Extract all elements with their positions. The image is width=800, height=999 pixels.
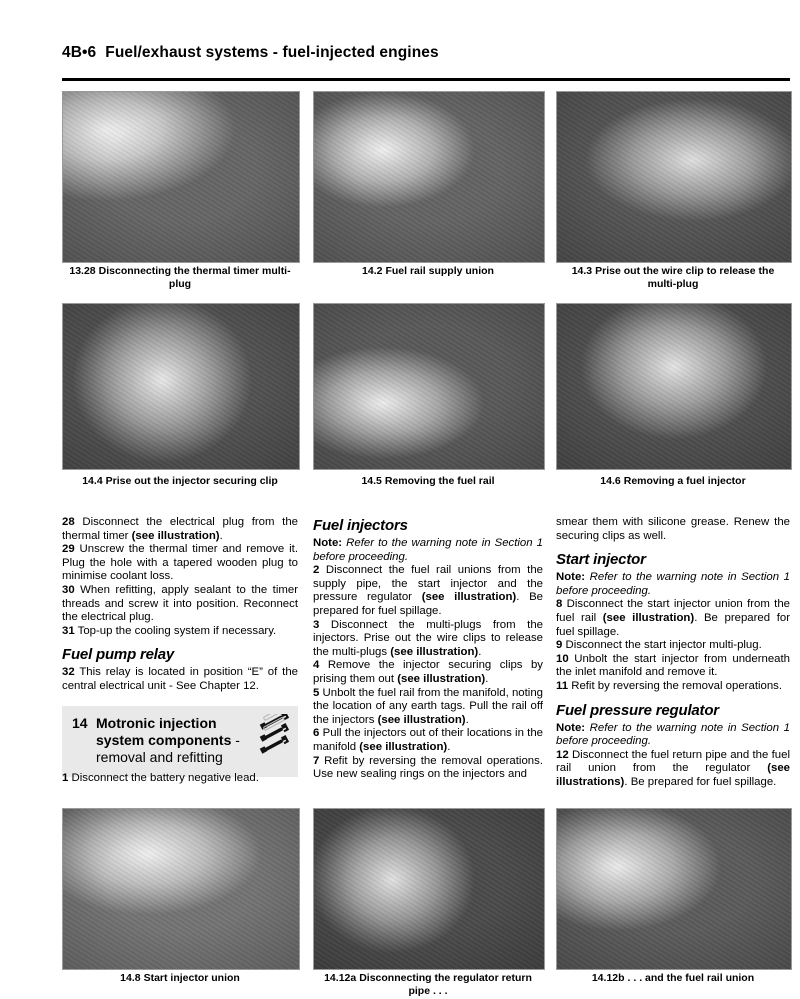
figure-number: 14.5: [361, 475, 382, 487]
step-text: Disconnect the multi-plugs from the injectors. Prise out the wire clips to release the multi-plugs: [313, 618, 543, 658]
paragraph-step-3: [313, 619, 543, 660]
figure-number: 14.6: [600, 475, 621, 487]
figure-caption-text: Disconnecting the thermal timer multi-plug: [98, 265, 291, 290]
figure-caption-14-3: [556, 265, 790, 291]
figure-caption-text: Removing the fuel rail: [384, 475, 495, 487]
figure-number: 14.2: [362, 265, 383, 277]
step-number: 12: [556, 748, 569, 761]
figure-caption-13-28: [62, 265, 298, 291]
see-illustration-ref: (see illustration): [131, 529, 220, 542]
note-text: Refer to the warning note in Section 1 before proceeding.: [556, 721, 790, 748]
figure-caption-text: . . . and the fuel rail union: [627, 972, 755, 984]
figure-image-14-6: [556, 303, 792, 470]
page-header: [62, 44, 792, 62]
figure-caption-14-2: [313, 265, 543, 278]
figure-image-14-12a: [313, 808, 545, 970]
step-text: Disconnect the electrical plug from the thermal timer: [62, 516, 298, 542]
step-text: Unscrew the thermal timer and remove it. Plug the hole with a tapered wooden plug to minimise coolant loss.: [62, 543, 298, 583]
figure-number: 14.4: [82, 475, 103, 487]
see-illustration-ref: (see illustration): [421, 591, 517, 604]
paragraph-note: [313, 537, 543, 564]
step-text: This relay is located in position “E” of the central electrical unit - See Chapter 12.: [62, 666, 298, 692]
figure-caption-text: Fuel rail supply union: [385, 265, 494, 277]
step-text: Unbolt the fuel rail from the manifold, noting the location of any earth tags. Pull the rail off the injectors: [313, 686, 543, 726]
step-text-tail: .: [478, 645, 482, 658]
step-number: 6: [313, 727, 320, 740]
figure-caption-14-6: [556, 475, 790, 488]
section-title: [96, 715, 248, 766]
figure-image-13-28: [62, 91, 300, 263]
note-label: Note:: [313, 537, 343, 549]
step-number: 30: [62, 583, 75, 596]
figure-caption-text: Disconnecting the regulator return pipe . . .: [359, 972, 532, 997]
spanner-rating-icon: [256, 714, 290, 758]
step-text: Refit by reversing the removal operations. Use new sealing rings on the injectors and: [313, 754, 543, 781]
step-number: 2: [313, 564, 320, 577]
paragraph-step-11: [556, 680, 790, 694]
see-illustration-ref: (see illustration): [602, 611, 695, 624]
step-text: Pull the injectors out of their locations in the manifold: [313, 727, 543, 753]
see-illustration-ref: (see illustration): [397, 672, 486, 685]
step-text-tail: . Be prepared for fuel spillage.: [556, 611, 790, 638]
note-label: Note:: [556, 721, 586, 734]
step-text-tail: .: [447, 740, 451, 753]
text-column-left-continued: [62, 772, 298, 786]
step-number: 31: [62, 624, 75, 637]
subheading-fuel-injectors: Fuel injectors: [313, 517, 408, 534]
step-text: Unbolt the start injector from underneath the inlet manifold and remove it.: [556, 652, 790, 679]
step-number: 29: [62, 543, 75, 556]
step-number: 11: [556, 679, 569, 692]
header-rule: [62, 78, 790, 81]
step-text: Refit by reversing the removal operations.: [568, 679, 783, 692]
figure-number: 13.28: [69, 265, 96, 277]
subheading-fuel-pump-relay: Fuel pump relay: [62, 646, 175, 664]
figure-caption-14-8: [62, 972, 298, 985]
step-text-tail: .: [219, 529, 223, 542]
see-illustration-ref: (see illustration): [359, 740, 448, 753]
step-number: 4: [313, 659, 320, 672]
step-number: 9: [556, 639, 563, 652]
step-number: 32: [62, 666, 75, 679]
step-text: Disconnect the fuel rail unions from the supply pipe, the start injector and the pressure regulator: [313, 564, 543, 604]
figure-caption-text: Start injector union: [143, 972, 240, 984]
figure-image-14-5: [313, 303, 545, 470]
figure-caption-14-12b: [556, 972, 790, 985]
figure-number: 14.8: [120, 972, 141, 984]
step-text: Top-up the cooling system if necessary.: [74, 624, 277, 637]
step-number: 3: [313, 618, 320, 631]
section-title-bold: Motronic injection system components: [96, 715, 232, 748]
paragraph-step-5: [313, 687, 543, 728]
paragraph-step-1: [62, 772, 298, 786]
figure-caption-text: Removing a fuel injector: [623, 475, 746, 487]
step-text-tail: . Be prepared for fuel spillage.: [313, 591, 544, 617]
paragraph-step-28: [62, 516, 298, 543]
figure-number: 14.3: [571, 265, 593, 277]
figure-image-14-8: [62, 808, 300, 970]
see-illustration-ref: (see illustration): [390, 645, 479, 658]
figure-caption-text: Prise out the wire clip to release the multi-plug: [595, 265, 775, 290]
note-label: Note:: [556, 571, 586, 584]
step-text: Disconnect the battery negative lead.: [68, 772, 259, 784]
step-number: 10: [556, 652, 569, 665]
page-folio: 4B•6: [62, 44, 97, 61]
see-illustration-ref: (see illustrations): [556, 762, 790, 788]
step-number: 1: [62, 772, 69, 784]
figure-caption-14-4: [62, 475, 298, 488]
note-text: Refer to the warning note in Section 1 before proceeding.: [313, 537, 543, 563]
text-column-right: [556, 516, 790, 790]
text-column-left: [62, 516, 298, 694]
figure-image-14-12b: [556, 808, 792, 970]
section-heading-box-14: [62, 706, 298, 777]
subheading-fuel-pressure-regulator: Fuel pressure regulator: [556, 701, 719, 719]
paragraph-note-2: [556, 722, 790, 749]
step-text-tail: . Be prepared for fuel spillage.: [624, 775, 777, 788]
figure-image-14-2: [313, 91, 545, 263]
paragraph-step-30: [62, 584, 298, 625]
text-column-middle: [313, 516, 543, 782]
paragraph-step-8: [556, 598, 790, 639]
figure-number: 14.12a: [324, 972, 357, 984]
step-number: 7: [313, 754, 320, 767]
figure-number: 14.12b: [591, 972, 625, 984]
paragraph-step-12: [556, 749, 790, 790]
figure-caption-14-12a: [313, 972, 543, 998]
paragraph-step-10: [556, 653, 790, 680]
figure-image-14-3: [556, 91, 792, 263]
see-illustration-ref: (see illustration): [377, 713, 466, 726]
section-number: 14: [72, 715, 88, 731]
step-text-tail: .: [465, 713, 469, 726]
paragraph-step-7: [313, 755, 543, 782]
step-text: Disconnect the start injector multi-plug.: [562, 639, 762, 652]
subheading-start-injector: Start injector: [556, 551, 646, 569]
step-text: When refitting, apply sealant to the timer threads and screw it into position. Reconnect the electrical plug.: [62, 583, 298, 624]
step-text: Disconnect the fuel return pipe and the fuel rail union from the regulator: [556, 748, 790, 775]
step-number: 5: [313, 686, 320, 699]
step-number: 8: [556, 598, 563, 611]
note-text: Refer to the warning note in Section 1 before proceeding.: [556, 571, 790, 597]
paragraph-step-29: [62, 543, 298, 584]
step-text: Remove the injector securing clips by prising them out: [313, 659, 543, 685]
step-text-tail: .: [485, 672, 489, 685]
paragraph-step-32: [62, 666, 298, 693]
section-title-rest: - removal and refitting: [96, 732, 240, 765]
page-title: Fuel/exhaust systems - fuel-injected engines: [105, 44, 439, 61]
step-number: 28: [62, 516, 75, 528]
paragraph-step-6: [313, 727, 543, 754]
paragraph-continuation: smear them with silicone grease. Renew the securing clips as well.: [556, 516, 790, 542]
paragraph-step-31: [62, 625, 298, 639]
paragraph-step-4: [313, 659, 543, 686]
step-text: Disconnect the start injector union from the fuel rail: [556, 598, 790, 624]
paragraph-note: [556, 571, 790, 598]
figure-caption-14-5: [313, 475, 543, 488]
figure-caption-text: Prise out the injector securing clip: [105, 475, 278, 487]
figure-image-14-4: [62, 303, 300, 470]
paragraph-step-2: [313, 564, 543, 618]
paragraph-step-9: [556, 639, 790, 653]
